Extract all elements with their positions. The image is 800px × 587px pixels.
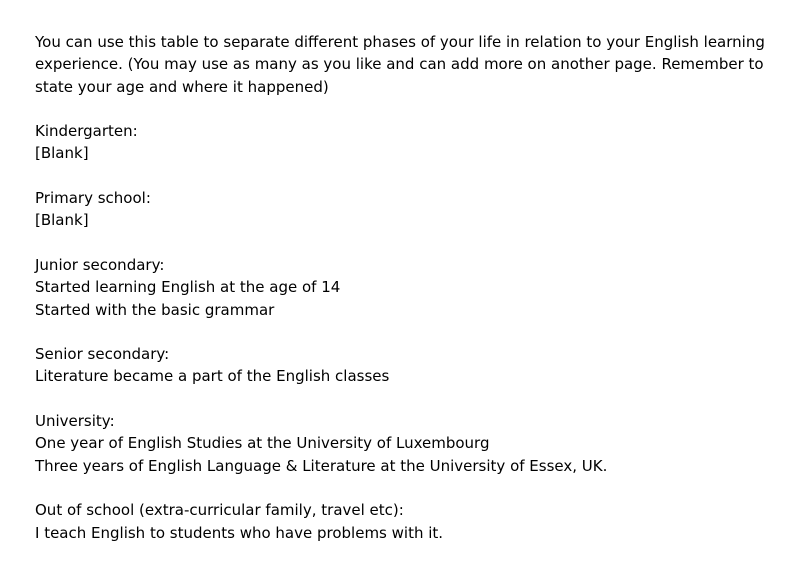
section-entry: Literature became a part of the English classes [35,367,390,386]
section-entry: Three years of English Language & Literature at the University of Essex, UK. [35,456,608,475]
section-university [35,410,770,477]
intro-line: You can use this table to separate different phases of your life in relation to your English learning [35,33,765,51]
section-heading: Out of school (extra-curricular family, travel etc): [35,501,404,520]
intro-line: experience. (You may use as many as you like and can add more on another page. Remember to [35,55,764,74]
intro-paragraph [35,31,770,98]
section-junior-secondary [35,254,770,321]
section-entry: Started learning English at the age of 14 [35,278,341,297]
section-entry: [Blank] [35,211,89,230]
section-heading: University: [35,412,115,431]
section-heading: Primary school: [35,189,151,208]
section-heading: Kindergarten: [35,122,138,141]
section-senior-secondary [35,343,770,388]
section-entry: I teach English to students who have problems with it. [35,523,444,542]
section-heading: Junior secondary: [35,255,165,274]
section-out-of-school [35,499,770,544]
section-primary-school [35,187,770,232]
section-heading: Senior secondary: [35,345,170,364]
section-kindergarten [35,120,770,165]
section-entry: One year of English Studies at the University of Luxembourg [35,434,490,453]
intro-line: state your age and where it happened) [35,77,329,96]
section-entry: [Blank] [35,144,89,163]
section-entry: Started with the basic grammar [35,300,275,319]
